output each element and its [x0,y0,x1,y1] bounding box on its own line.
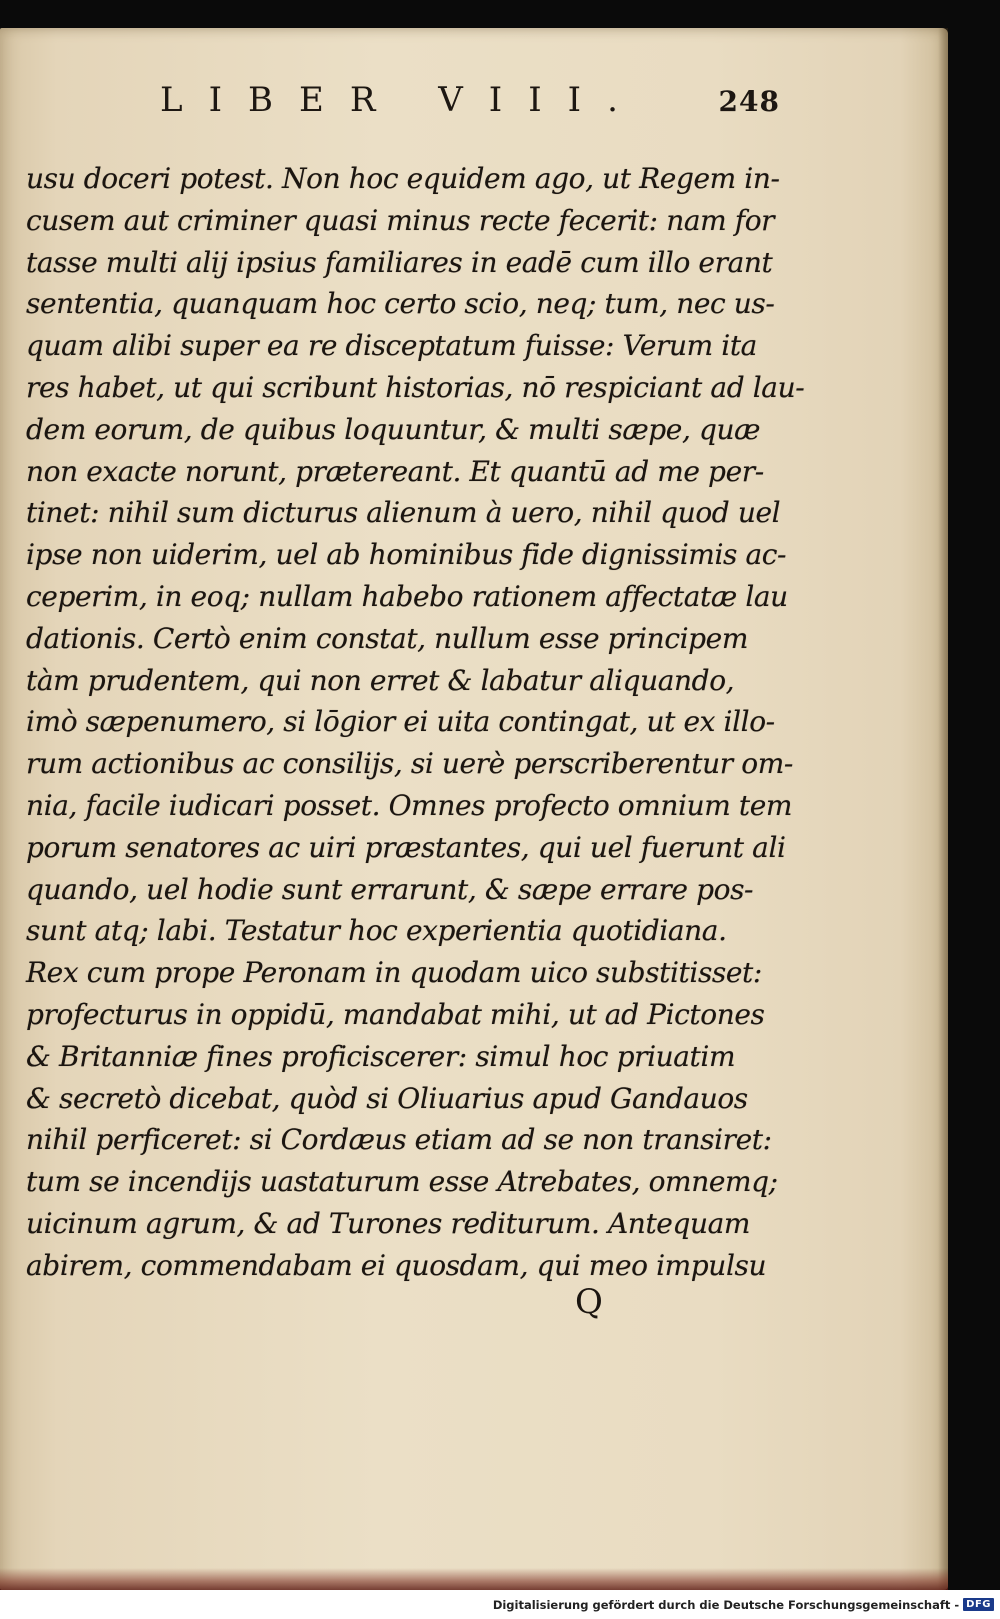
text-line: porum senatores ac uiri præstantes, qui uel fuerunt ali [26,830,786,864]
text-line: tàm prudentem, qui non erret & labatur aliquando, [26,663,735,697]
text-line: quando, uel hodie sunt errarunt, & sæpe errare pos- [26,872,754,906]
text-line: sunt atq; labi. Testatur hoc experientia quotidiana. [26,914,727,948]
text-line: cusem aut criminer quasi minus recte fecerit: nam for [26,203,775,237]
text-line: tinet: nihil sum dicturus alienum à uero, nihil quod uel [26,496,781,530]
catchword: Q [575,1282,603,1322]
text-line: tasse multi alij ipsius familiares in eadē cum illo erant [26,245,773,279]
text-line: rum actionibus ac consilijs, si uerè perscriberentur om- [26,747,793,781]
text-line: dem eorum, de quibus loquuntur, & multi sæpe, quæ [26,412,761,446]
book-page [0,28,948,1590]
text-line: sententia, quanquam hoc certo scio, neq; tum, nec us- [26,287,775,321]
text-line: & secretò dicebat, quòd si Oliuarius apud Gandauos [26,1081,748,1115]
digitization-footer [0,1590,1000,1619]
text-line: uicinum agrum, & ad Turones rediturum. Antequam [26,1206,751,1240]
text-line: profecturus in oppidū, mandabat mihi, ut ad Pictones [26,997,765,1031]
text-line: ceperim, in eoq; nullam habebo rationem affectatæ lau [26,579,788,613]
page-bottom-edge [0,1568,948,1590]
text-line: non exacte norunt, prætereant. Et quantū ad me per- [26,454,764,488]
text-line: abirem, commendabam ei quosdam, qui meo impulsu [26,1248,767,1282]
text-line: imò sæpenumero, si lōgior ei uita contingat, ut ex illo- [26,705,775,739]
body-text [26,158,805,1287]
dfg-logo: DFG [963,1598,994,1611]
text-line: dationis. Certò enim constat, nullum esse principem [26,621,748,655]
funding-notice: Digitalisierung gefördert durch die Deutsche Forschungsgemeinschaft - [492,1597,960,1612]
running-head [160,80,780,120]
page-edge-shadow [938,28,948,1590]
text-line: quam alibi super ea re disceptatum fuisse: Verum ita [26,329,757,363]
running-title: LIBER VIII. [160,80,644,120]
text-line: nia, facile iudicari posset. Omnes profecto omnium tem [26,788,793,822]
text-line: nihil perficeret: si Cordæus etiam ad se non transiret: [26,1123,772,1157]
text-line: res habet, ut qui scribunt historias, nō respiciant ad lau- [26,370,805,404]
folio-number: 248 [718,85,780,118]
text-line: usu doceri potest. Non hoc equidem ago, ut Regem in- [26,162,780,195]
text-line: & Britanniæ fines proficiscerer: simul hoc priuatim [26,1039,736,1073]
text-line: Rex cum prope Peronam in quodam uico substitisset: [26,956,762,990]
text-line: ipse non uiderim, uel ab hominibus fide dignissimis ac- [26,538,787,572]
text-line: tum se incendijs uastaturum esse Atrebates, omnemq; [26,1165,778,1199]
